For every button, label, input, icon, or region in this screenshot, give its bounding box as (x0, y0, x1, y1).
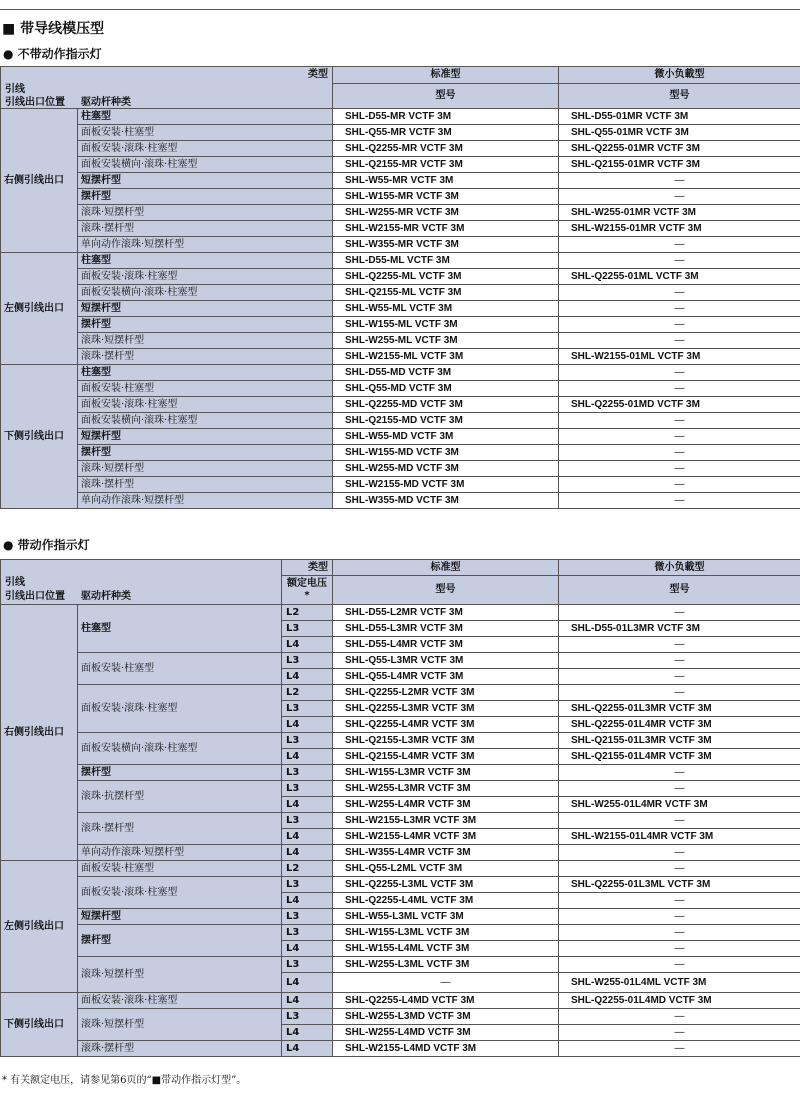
micro-model: SHL-Q2155-01L3MR VCTF 3M (559, 733, 800, 749)
micro-model: — (559, 909, 800, 925)
driver-cell: 面板安装·柱塞型 (78, 861, 282, 877)
standard-model: SHL-Q55-L4MR VCTF 3M (333, 669, 559, 685)
position-cell: 下侧引线出口 (1, 993, 78, 1057)
standard-model: SHL-D55-L2MR VCTF 3M (333, 605, 559, 621)
table-with-indicator (0, 559, 800, 1057)
micro-model: SHL-W255-01L4ML VCTF 3M (559, 973, 800, 993)
micro-model: — (559, 941, 800, 957)
standard-model: SHL-Q2155-L3MR VCTF 3M (333, 733, 559, 749)
table2-micro-header: 微小负載型 (559, 560, 800, 576)
driver-cell: 短摆杆型 (78, 173, 333, 189)
voltage-cell: L4 (282, 941, 333, 957)
driver-cell: 面板安装横向·滚珠·柱塞型 (78, 285, 333, 301)
position-cell: 左侧引线出口 (1, 253, 78, 365)
standard-model: SHL-W355-MR VCTF 3M (333, 237, 559, 253)
driver-cell: 面板安装横向·滚珠·柱塞型 (78, 413, 333, 429)
micro-model: — (559, 845, 800, 861)
micro-model: — (559, 413, 800, 429)
standard-model: SHL-Q2255-L4MD VCTF 3M (333, 993, 559, 1009)
standard-model: SHL-D55-L3MR VCTF 3M (333, 621, 559, 637)
standard-model: SHL-Q2155-ML VCTF 3M (333, 285, 559, 301)
voltage-cell: L4 (282, 749, 333, 765)
micro-model: SHL-W2155-01L4MR VCTF 3M (559, 829, 800, 845)
driver-cell: 面板安装横向·滚珠·柱塞型 (78, 733, 282, 765)
micro-model: SHL-Q2255-01MD VCTF 3M (559, 397, 800, 413)
voltage-cell: L3 (282, 765, 333, 781)
voltage-cell: L3 (282, 925, 333, 941)
voltage-cell: L4 (282, 637, 333, 653)
micro-model: SHL-D55-01MR VCTF 3M (559, 109, 800, 125)
standard-model: SHL-Q2155-MD VCTF 3M (333, 413, 559, 429)
driver-cell: 面板安装·柱塞型 (78, 125, 333, 141)
voltage-cell: L3 (282, 909, 333, 925)
driver-cell: 面板安装·柱塞型 (78, 381, 333, 397)
table-without-indicator (0, 66, 800, 509)
driver-cell: 滚珠·摆杆型 (78, 813, 282, 845)
standard-model: SHL-Q2255-ML VCTF 3M (333, 269, 559, 285)
driver-cell: 单向动作滚珠·短摆杆型 (78, 493, 333, 509)
standard-model: SHL-W55-MD VCTF 3M (333, 429, 559, 445)
micro-model: SHL-Q2155-01MR VCTF 3M (559, 157, 800, 173)
table1-header-corner (1, 67, 333, 109)
table2-standard-model-label: 型号 (333, 576, 559, 605)
table2-standard-header: 标准型 (333, 560, 559, 576)
voltage-cell: L4 (282, 717, 333, 733)
micro-model: SHL-Q55-01MR VCTF 3M (559, 125, 800, 141)
table2-type-label: 类型 (282, 560, 333, 576)
voltage-cell: L4 (282, 1025, 333, 1041)
standard-model: SHL-Q55-MR VCTF 3M (333, 125, 559, 141)
micro-model: — (559, 429, 800, 445)
standard-model: SHL-W255-MD VCTF 3M (333, 461, 559, 477)
standard-model: SHL-Q2155-L4MR VCTF 3M (333, 749, 559, 765)
voltage-cell: L2 (282, 685, 333, 701)
table2-voltage-label-2: * (304, 590, 310, 601)
driver-cell: 摆杆型 (78, 189, 333, 205)
driver-cell: 面板安装·滚珠·柱塞型 (78, 993, 282, 1009)
standard-model: SHL-Q2255-L4MR VCTF 3M (333, 717, 559, 733)
driver-cell: 滚珠·短摆杆型 (78, 461, 333, 477)
standard-model: SHL-D55-MD VCTF 3M (333, 365, 559, 381)
micro-model: — (559, 813, 800, 829)
standard-model: SHL-W155-MD VCTF 3M (333, 445, 559, 461)
standard-model: SHL-Q2155-MR VCTF 3M (333, 157, 559, 173)
micro-model: — (559, 237, 800, 253)
standard-model: SHL-W255-ML VCTF 3M (333, 333, 559, 349)
micro-model: — (559, 653, 800, 669)
standard-model: SHL-Q2255-L4ML VCTF 3M (333, 893, 559, 909)
micro-model: SHL-W255-01L4MR VCTF 3M (559, 797, 800, 813)
voltage-cell: L3 (282, 781, 333, 797)
table1-driver-label: 驱动杆种类 (81, 97, 131, 108)
standard-model: SHL-Q2255-MR VCTF 3M (333, 141, 559, 157)
standard-model: SHL-D55-L4MR VCTF 3M (333, 637, 559, 653)
driver-cell: 短摆杆型 (78, 429, 333, 445)
table1-position-label-2: 引线出口位置 (5, 97, 65, 108)
micro-model: — (559, 285, 800, 301)
micro-model: SHL-W2155-01MR VCTF 3M (559, 221, 800, 237)
driver-cell: 单向动作滚珠·短摆杆型 (78, 237, 333, 253)
standard-model: SHL-W255-L4MR VCTF 3M (333, 797, 559, 813)
standard-model: SHL-Q2255-MD VCTF 3M (333, 397, 559, 413)
standard-model: SHL-Q55-L3MR VCTF 3M (333, 653, 559, 669)
standard-model: SHL-W2155-L4MD VCTF 3M (333, 1041, 559, 1057)
standard-model: SHL-W155-L3ML VCTF 3M (333, 925, 559, 941)
standard-model: SHL-Q55-MD VCTF 3M (333, 381, 559, 397)
micro-model: — (559, 669, 800, 685)
micro-model: — (559, 301, 800, 317)
standard-model: SHL-W355-MD VCTF 3M (333, 493, 559, 509)
driver-cell: 滚珠·摆杆型 (78, 349, 333, 365)
micro-model: — (559, 381, 800, 397)
micro-model: — (559, 1025, 800, 1041)
driver-cell: 柱塞型 (78, 109, 333, 125)
micro-model: — (559, 957, 800, 973)
standard-model: SHL-W55-L3ML VCTF 3M (333, 909, 559, 925)
footnote: * 有关额定电压，请参见第6页的“■带动作指示灯型”。 (2, 1075, 247, 1086)
standard-model: SHL-Q2255-L2MR VCTF 3M (333, 685, 559, 701)
micro-model: SHL-W255-01MR VCTF 3M (559, 205, 800, 221)
voltage-cell: L4 (282, 1041, 333, 1057)
standard-model: SHL-W2155-MD VCTF 3M (333, 477, 559, 493)
standard-model: SHL-W255-MR VCTF 3M (333, 205, 559, 221)
standard-model: SHL-W155-L4ML VCTF 3M (333, 941, 559, 957)
driver-cell: 单向动作滚珠·短摆杆型 (78, 845, 282, 861)
standard-model: SHL-D55-ML VCTF 3M (333, 253, 559, 269)
standard-model: SHL-W355-L4MR VCTF 3M (333, 845, 559, 861)
position-cell: 左侧引线出口 (1, 861, 78, 993)
micro-model: SHL-W2155-01ML VCTF 3M (559, 349, 800, 365)
micro-model: — (559, 317, 800, 333)
driver-cell: 面板安装·柱塞型 (78, 653, 282, 685)
driver-cell: 摆杆型 (78, 445, 333, 461)
micro-model: — (559, 781, 800, 797)
table2-position-label-2: 引线出口位置 (5, 591, 65, 602)
micro-model: — (559, 189, 800, 205)
micro-model: — (559, 173, 800, 189)
table2-voltage-header (282, 576, 333, 605)
micro-model: — (559, 333, 800, 349)
driver-cell: 滚珠·短摆杆型 (78, 205, 333, 221)
table2-micro-model-label: 型号 (559, 576, 800, 605)
voltage-cell: L4 (282, 829, 333, 845)
micro-model: — (559, 637, 800, 653)
standard-model: SHL-Q2255-L3MR VCTF 3M (333, 701, 559, 717)
driver-cell: 短摆杆型 (78, 909, 282, 925)
micro-model: — (559, 765, 800, 781)
standard-model: SHL-W155-L3MR VCTF 3M (333, 765, 559, 781)
table2-title: ● 带动作指示灯 (3, 538, 90, 552)
micro-model: SHL-Q2255-01L3MR VCTF 3M (559, 701, 800, 717)
table1-micro-header: 微小负載型 (559, 67, 800, 84)
table1-position-label-1: 引线 (5, 84, 25, 95)
micro-model: — (559, 493, 800, 509)
table2-voltage-label-1: 额定电压 (287, 578, 327, 589)
standard-model: SHL-Q2255-L3ML VCTF 3M (333, 877, 559, 893)
voltage-cell: L3 (282, 653, 333, 669)
voltage-cell: L4 (282, 993, 333, 1009)
driver-cell: 柱塞型 (78, 365, 333, 381)
micro-model: SHL-Q2155-01L4MR VCTF 3M (559, 749, 800, 765)
standard-model: SHL-W2155-ML VCTF 3M (333, 349, 559, 365)
micro-model: — (559, 685, 800, 701)
micro-model: — (559, 365, 800, 381)
micro-model: — (559, 893, 800, 909)
driver-cell: 摆杆型 (78, 317, 333, 333)
driver-cell: 滚珠·短摆杆型 (78, 333, 333, 349)
table1-type-label: 类型 (308, 69, 328, 80)
driver-cell: 滚珠·摆杆型 (78, 1041, 282, 1057)
position-cell: 右侧引线出口 (1, 109, 78, 253)
position-cell: 下侧引线出口 (1, 365, 78, 509)
micro-model: — (559, 925, 800, 941)
micro-model: — (559, 461, 800, 477)
driver-cell: 滚珠·抗摆杆型 (78, 781, 282, 813)
standard-model: SHL-W55-MR VCTF 3M (333, 173, 559, 189)
voltage-cell: L4 (282, 893, 333, 909)
standard-model: SHL-Q55-L2ML VCTF 3M (333, 861, 559, 877)
standard-model: SHL-W255-L3MD VCTF 3M (333, 1009, 559, 1025)
standard-model: SHL-W155-ML VCTF 3M (333, 317, 559, 333)
driver-cell: 摆杆型 (78, 925, 282, 957)
standard-model: SHL-W255-L3ML VCTF 3M (333, 957, 559, 973)
driver-cell: 滚珠·摆杆型 (78, 477, 333, 493)
table2-position-label-1: 引线 (5, 577, 25, 588)
micro-model: — (559, 253, 800, 269)
voltage-cell: L4 (282, 797, 333, 813)
voltage-cell: L2 (282, 605, 333, 621)
voltage-cell: L4 (282, 845, 333, 861)
standard-model: SHL-W2155-MR VCTF 3M (333, 221, 559, 237)
voltage-cell: L4 (282, 973, 333, 993)
standard-model: SHL-W255-L4MD VCTF 3M (333, 1025, 559, 1041)
driver-cell: 滚珠·短摆杆型 (78, 957, 282, 993)
micro-model: — (559, 1041, 800, 1057)
driver-cell: 滚珠·摆杆型 (78, 221, 333, 237)
voltage-cell: L3 (282, 701, 333, 717)
driver-cell: 面板安装横向·滚珠·柱塞型 (78, 157, 333, 173)
standard-model: SHL-D55-MR VCTF 3M (333, 109, 559, 125)
table1-standard-model-label: 型号 (333, 84, 559, 109)
micro-model: SHL-Q2255-01MR VCTF 3M (559, 141, 800, 157)
driver-cell: 面板安装·滚珠·柱塞型 (78, 141, 333, 157)
standard-model: SHL-W155-MR VCTF 3M (333, 189, 559, 205)
section-title: ■ 带导线模压型 (2, 21, 105, 37)
driver-cell: 面板安装·滚珠·柱塞型 (78, 685, 282, 733)
voltage-cell: L3 (282, 877, 333, 893)
micro-model: — (559, 477, 800, 493)
voltage-cell: L3 (282, 813, 333, 829)
standard-model: SHL-W2155-L3MR VCTF 3M (333, 813, 559, 829)
micro-model: SHL-Q2255-01ML VCTF 3M (559, 269, 800, 285)
voltage-cell: L2 (282, 861, 333, 877)
table1-standard-header: 标准型 (333, 67, 559, 84)
driver-cell: 面板安装·滚珠·柱塞型 (78, 269, 333, 285)
micro-model: — (559, 605, 800, 621)
table1-micro-model-label: 型号 (559, 84, 800, 109)
micro-model: — (559, 445, 800, 461)
micro-model: SHL-Q2255-01L4MD VCTF 3M (559, 993, 800, 1009)
driver-cell: 短摆杆型 (78, 301, 333, 317)
voltage-cell: L3 (282, 733, 333, 749)
voltage-cell: L3 (282, 621, 333, 637)
micro-model: SHL-D55-01L3MR VCTF 3M (559, 621, 800, 637)
micro-model: — (559, 861, 800, 877)
micro-model: — (559, 1009, 800, 1025)
driver-cell: 面板安装·滚珠·柱塞型 (78, 397, 333, 413)
driver-cell: 滚珠·短摆杆型 (78, 1009, 282, 1041)
driver-cell: 摆杆型 (78, 765, 282, 781)
position-cell: 右侧引线出口 (1, 605, 78, 861)
standard-model: SHL-W255-L3MR VCTF 3M (333, 781, 559, 797)
micro-model: SHL-Q2255-01L4MR VCTF 3M (559, 717, 800, 733)
driver-cell: 柱塞型 (78, 605, 282, 653)
voltage-cell: L3 (282, 957, 333, 973)
standard-model: SHL-W55-ML VCTF 3M (333, 301, 559, 317)
driver-cell: 面板安装·滚珠·柱塞型 (78, 877, 282, 909)
table1-title: ● 不带动作指示灯 (3, 47, 102, 61)
driver-cell: 柱塞型 (78, 253, 333, 269)
table2-driver-label: 驱动杆种类 (81, 591, 131, 602)
top-rule (0, 9, 800, 10)
micro-model: SHL-Q2255-01L3ML VCTF 3M (559, 877, 800, 893)
voltage-cell: L4 (282, 669, 333, 685)
table2-header-corner (1, 560, 282, 605)
standard-model: SHL-W2155-L4MR VCTF 3M (333, 829, 559, 845)
standard-model: — (333, 973, 559, 993)
voltage-cell: L3 (282, 1009, 333, 1025)
